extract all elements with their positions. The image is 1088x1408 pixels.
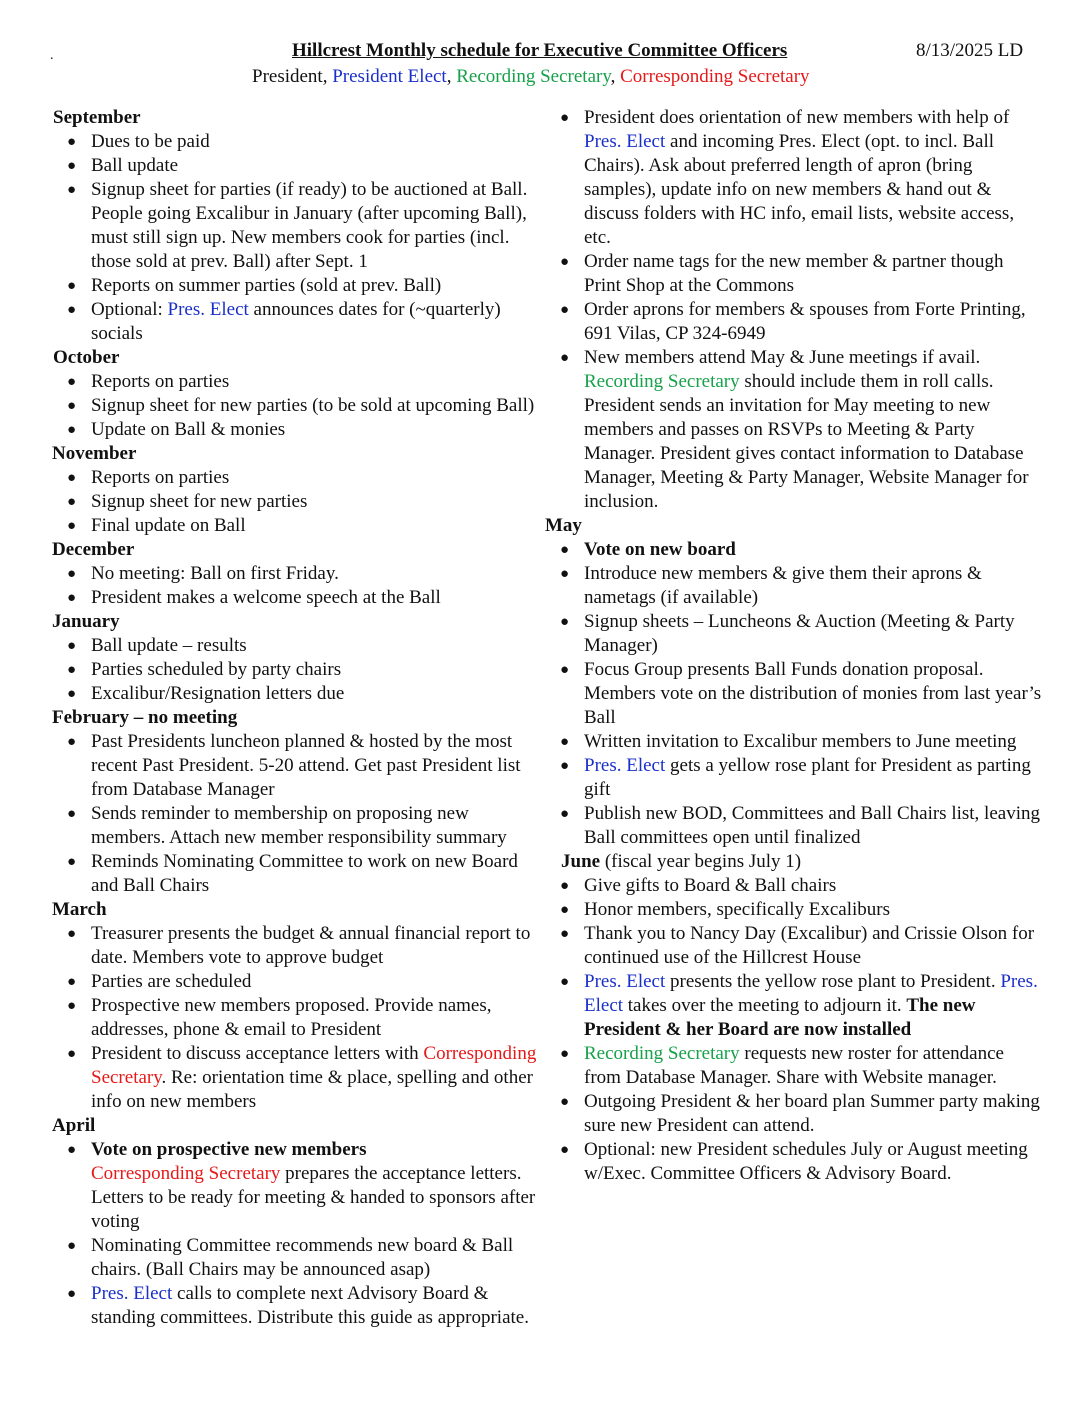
item-text: President to discuss acceptance letters with <box>91 1043 424 1064</box>
list-item: ● Signup sheet for parties (if ready) to be auctioned at Ball. People going Excalibur in January (after upcoming Ball), must still sign up. New members cook for parties (incl. those sold at prev. Ball) after Sept. 1 <box>52 178 542 274</box>
role-separator: , <box>446 66 457 87</box>
role-pres-elect: Pres. Elect <box>91 1283 173 1304</box>
item-text: should include them in roll calls. President sends an invitation for May meeting to new members and passes on RSVPs to Meeting & Party Manager. President gives contact information to Database Manager, Meeting & Party Manager, Website Manager for inclusion. <box>584 371 1029 512</box>
list-item: ● Update on Ball & monies <box>52 418 542 442</box>
list-item: ● Ball update – results <box>52 634 542 658</box>
item-text: . Re: orientation time & place, spelling and other info on new members <box>91 1067 533 1112</box>
item-text: President does orientation of new members with help of <box>584 107 1010 128</box>
february-list <box>52 730 542 898</box>
september-list <box>52 130 542 346</box>
month-heading-june <box>561 850 1045 874</box>
list-item: ● No meeting: Ball on first Friday. <box>52 562 542 586</box>
item-text: Optional: <box>91 299 168 320</box>
month-heading-october: October <box>53 347 120 368</box>
month-heading-september: September <box>53 107 141 128</box>
list-item <box>52 1042 542 1114</box>
list-item: ● Honor members, specifically Excaliburs <box>545 898 1045 922</box>
list-item: ● President makes a welcome speech at the Ball <box>52 586 542 610</box>
list-item: ● Dues to be paid <box>52 130 542 154</box>
item-text: announces dates for (~quarterly) socials <box>91 299 501 344</box>
list-item: ● Treasurer presents the budget & annual financial report to date. Members vote to approve budget <box>52 922 542 970</box>
list-item: ● Parties are scheduled <box>52 970 542 994</box>
header-dot: . <box>50 48 54 63</box>
list-item: ● Publish new BOD, Committees and Ball Chairs list, leaving Ball committees open until finalized <box>545 802 1045 850</box>
list-item: ● Prospective new members proposed. Provide names, addresses, phone & email to President <box>52 994 542 1042</box>
role-pres-elect: Pres. Elect <box>584 971 1038 1016</box>
item-text: presents the yellow rose plant to President. <box>665 971 1001 992</box>
item-text: and incoming Pres. Elect (opt. to incl. Ball Chairs). Ask about preferred length of apron (bring samples), update info on new members & hand out & discuss folders with HC info, email lists, website access, etc. <box>584 131 1015 248</box>
list-item: ● Outgoing President & her board plan Summer party making sure new President can attend. <box>545 1090 1045 1138</box>
list-item: ● Final update on Ball <box>52 514 542 538</box>
april-list-continued <box>545 106 1045 514</box>
list-item: ● Past Presidents luncheon planned & hosted by the most recent Past President. 5-20 attend. Get past President list from Database Manager <box>52 730 542 802</box>
list-item: ● Thank you to Nancy Day (Excalibur) and Crissie Olson for continued use of the Hillcrest House <box>545 922 1045 970</box>
month-heading-may: May <box>545 515 582 536</box>
role-president-elect: President Elect <box>332 66 447 87</box>
month-heading-march: March <box>52 899 107 920</box>
item-text: gets a yellow rose plant for President as parting gift <box>584 755 1031 800</box>
month-heading-november: November <box>52 443 137 464</box>
list-item <box>545 970 1045 1042</box>
list-item <box>52 1282 542 1330</box>
november-list <box>52 466 542 538</box>
list-item: ● Written invitation to Excalibur members to June meeting <box>545 730 1045 754</box>
march-list <box>52 922 542 1114</box>
item-bold-text: Vote on prospective new members <box>91 1139 367 1160</box>
list-item: ● Reminds Nominating Committee to work on new Board and Ball Chairs <box>52 850 542 898</box>
document-date: 8/13/2025 LD <box>916 40 1024 61</box>
list-item <box>52 1138 542 1234</box>
list-item <box>545 346 1045 514</box>
list-item <box>545 106 1045 250</box>
october-list <box>52 370 542 442</box>
item-text: requests new roster for attendance from Database Manager. Share with Website manager. <box>584 1043 1004 1088</box>
month-heading-february <box>52 706 542 730</box>
list-item: ● Order aprons for members & spouses from Forte Printing, 691 Vilas, CP 324-6949 <box>545 298 1045 346</box>
list-item: ● Introduce new members & give them their aprons & nametags (if available) <box>545 562 1045 610</box>
list-item: ● Focus Group presents Ball Funds donation proposal. Members vote on the distribution of monies from last year’s Ball <box>545 658 1045 730</box>
role-pres-elect: Pres. Elect <box>584 131 666 152</box>
role-recording-secretary: Recording Secretary <box>456 66 611 87</box>
june-list <box>545 874 1045 1186</box>
list-item: ● Signup sheets – Luncheons & Auction (Meeting & Party Manager) <box>545 610 1045 658</box>
role-recording-secretary: Recording Secretary <box>584 1043 740 1064</box>
list-item: ● Reports on parties <box>52 370 542 394</box>
item-text: takes over the meeting to adjourn it. <box>623 995 907 1016</box>
page-title: Hillcrest Monthly schedule for Executive Committee Officers <box>292 40 788 61</box>
role-pres-elect: Pres. Elect <box>584 755 666 776</box>
month-heading-december: December <box>52 539 135 560</box>
list-item: ● Optional: new President schedules July or August meeting w/Exec. Committee Officers & Advisory Board. <box>545 1138 1045 1186</box>
month-name: June <box>561 851 601 872</box>
item-text: calls to complete next Advisory Board & standing committees. Distribute this guide as appropriate. <box>91 1283 529 1328</box>
list-item: ● Reports on parties <box>52 466 542 490</box>
role-recording-secretary: Recording Secretary <box>584 371 740 392</box>
role-pres-elect: Pres. Elect <box>584 971 666 992</box>
month-note: – no meeting <box>129 707 238 728</box>
role-separator: , <box>610 66 621 87</box>
month-heading-april: April <box>52 1115 96 1136</box>
list-item <box>52 298 542 346</box>
list-item: ● Vote on new board <box>545 538 1045 562</box>
list-item <box>545 754 1045 802</box>
item-text: New members attend May & June meetings if avail. <box>584 347 981 368</box>
item-bold-text: The new President & her Board are now installed <box>584 995 976 1040</box>
list-item: ● Reports on summer parties (sold at prev. Ball) <box>52 274 542 298</box>
role-president: President <box>252 66 323 87</box>
month-heading-january: January <box>52 611 120 632</box>
list-item: ● Give gifts to Board & Ball chairs <box>545 874 1045 898</box>
month-name: February <box>52 707 130 728</box>
list-item: ● Order name tags for the new member & partner though Print Shop at the Commons <box>545 250 1045 298</box>
may-list <box>545 538 1045 850</box>
january-list <box>52 634 542 706</box>
list-item: ● Ball update <box>52 154 542 178</box>
list-item: ● Signup sheet for new parties <box>52 490 542 514</box>
item-text: prepares the acceptance letters. Letters to be ready for meeting & handed to sponsors after voting <box>91 1163 536 1232</box>
list-item: ● Nominating Committee recommends new board & Ball chairs. (Ball Chairs may be announced asap) <box>52 1234 542 1282</box>
list-item: ● Parties scheduled by party chairs <box>52 658 542 682</box>
december-list <box>52 562 542 610</box>
role-separator: , <box>322 66 333 87</box>
right-column <box>545 106 1045 1186</box>
role-corresponding-secretary: Corresponding Secretary <box>620 66 810 87</box>
list-item: ● Signup sheet for new parties (to be sold at upcoming Ball) <box>52 394 542 418</box>
left-column <box>52 106 542 1330</box>
role-corresponding-secretary: Corresponding Secretary <box>91 1043 537 1088</box>
role-pres-elect: Pres. Elect <box>167 299 249 320</box>
officer-roles-legend <box>252 66 810 88</box>
list-item: ● Sends reminder to membership on proposing new members. Attach new member responsibility summary <box>52 802 542 850</box>
month-note: (fiscal year begins July 1) <box>600 851 802 872</box>
april-list <box>52 1138 542 1330</box>
list-item <box>545 1042 1045 1090</box>
role-corresponding-secretary: Corresponding Secretary <box>91 1163 281 1184</box>
list-item: ● Excalibur/Resignation letters due <box>52 682 542 706</box>
